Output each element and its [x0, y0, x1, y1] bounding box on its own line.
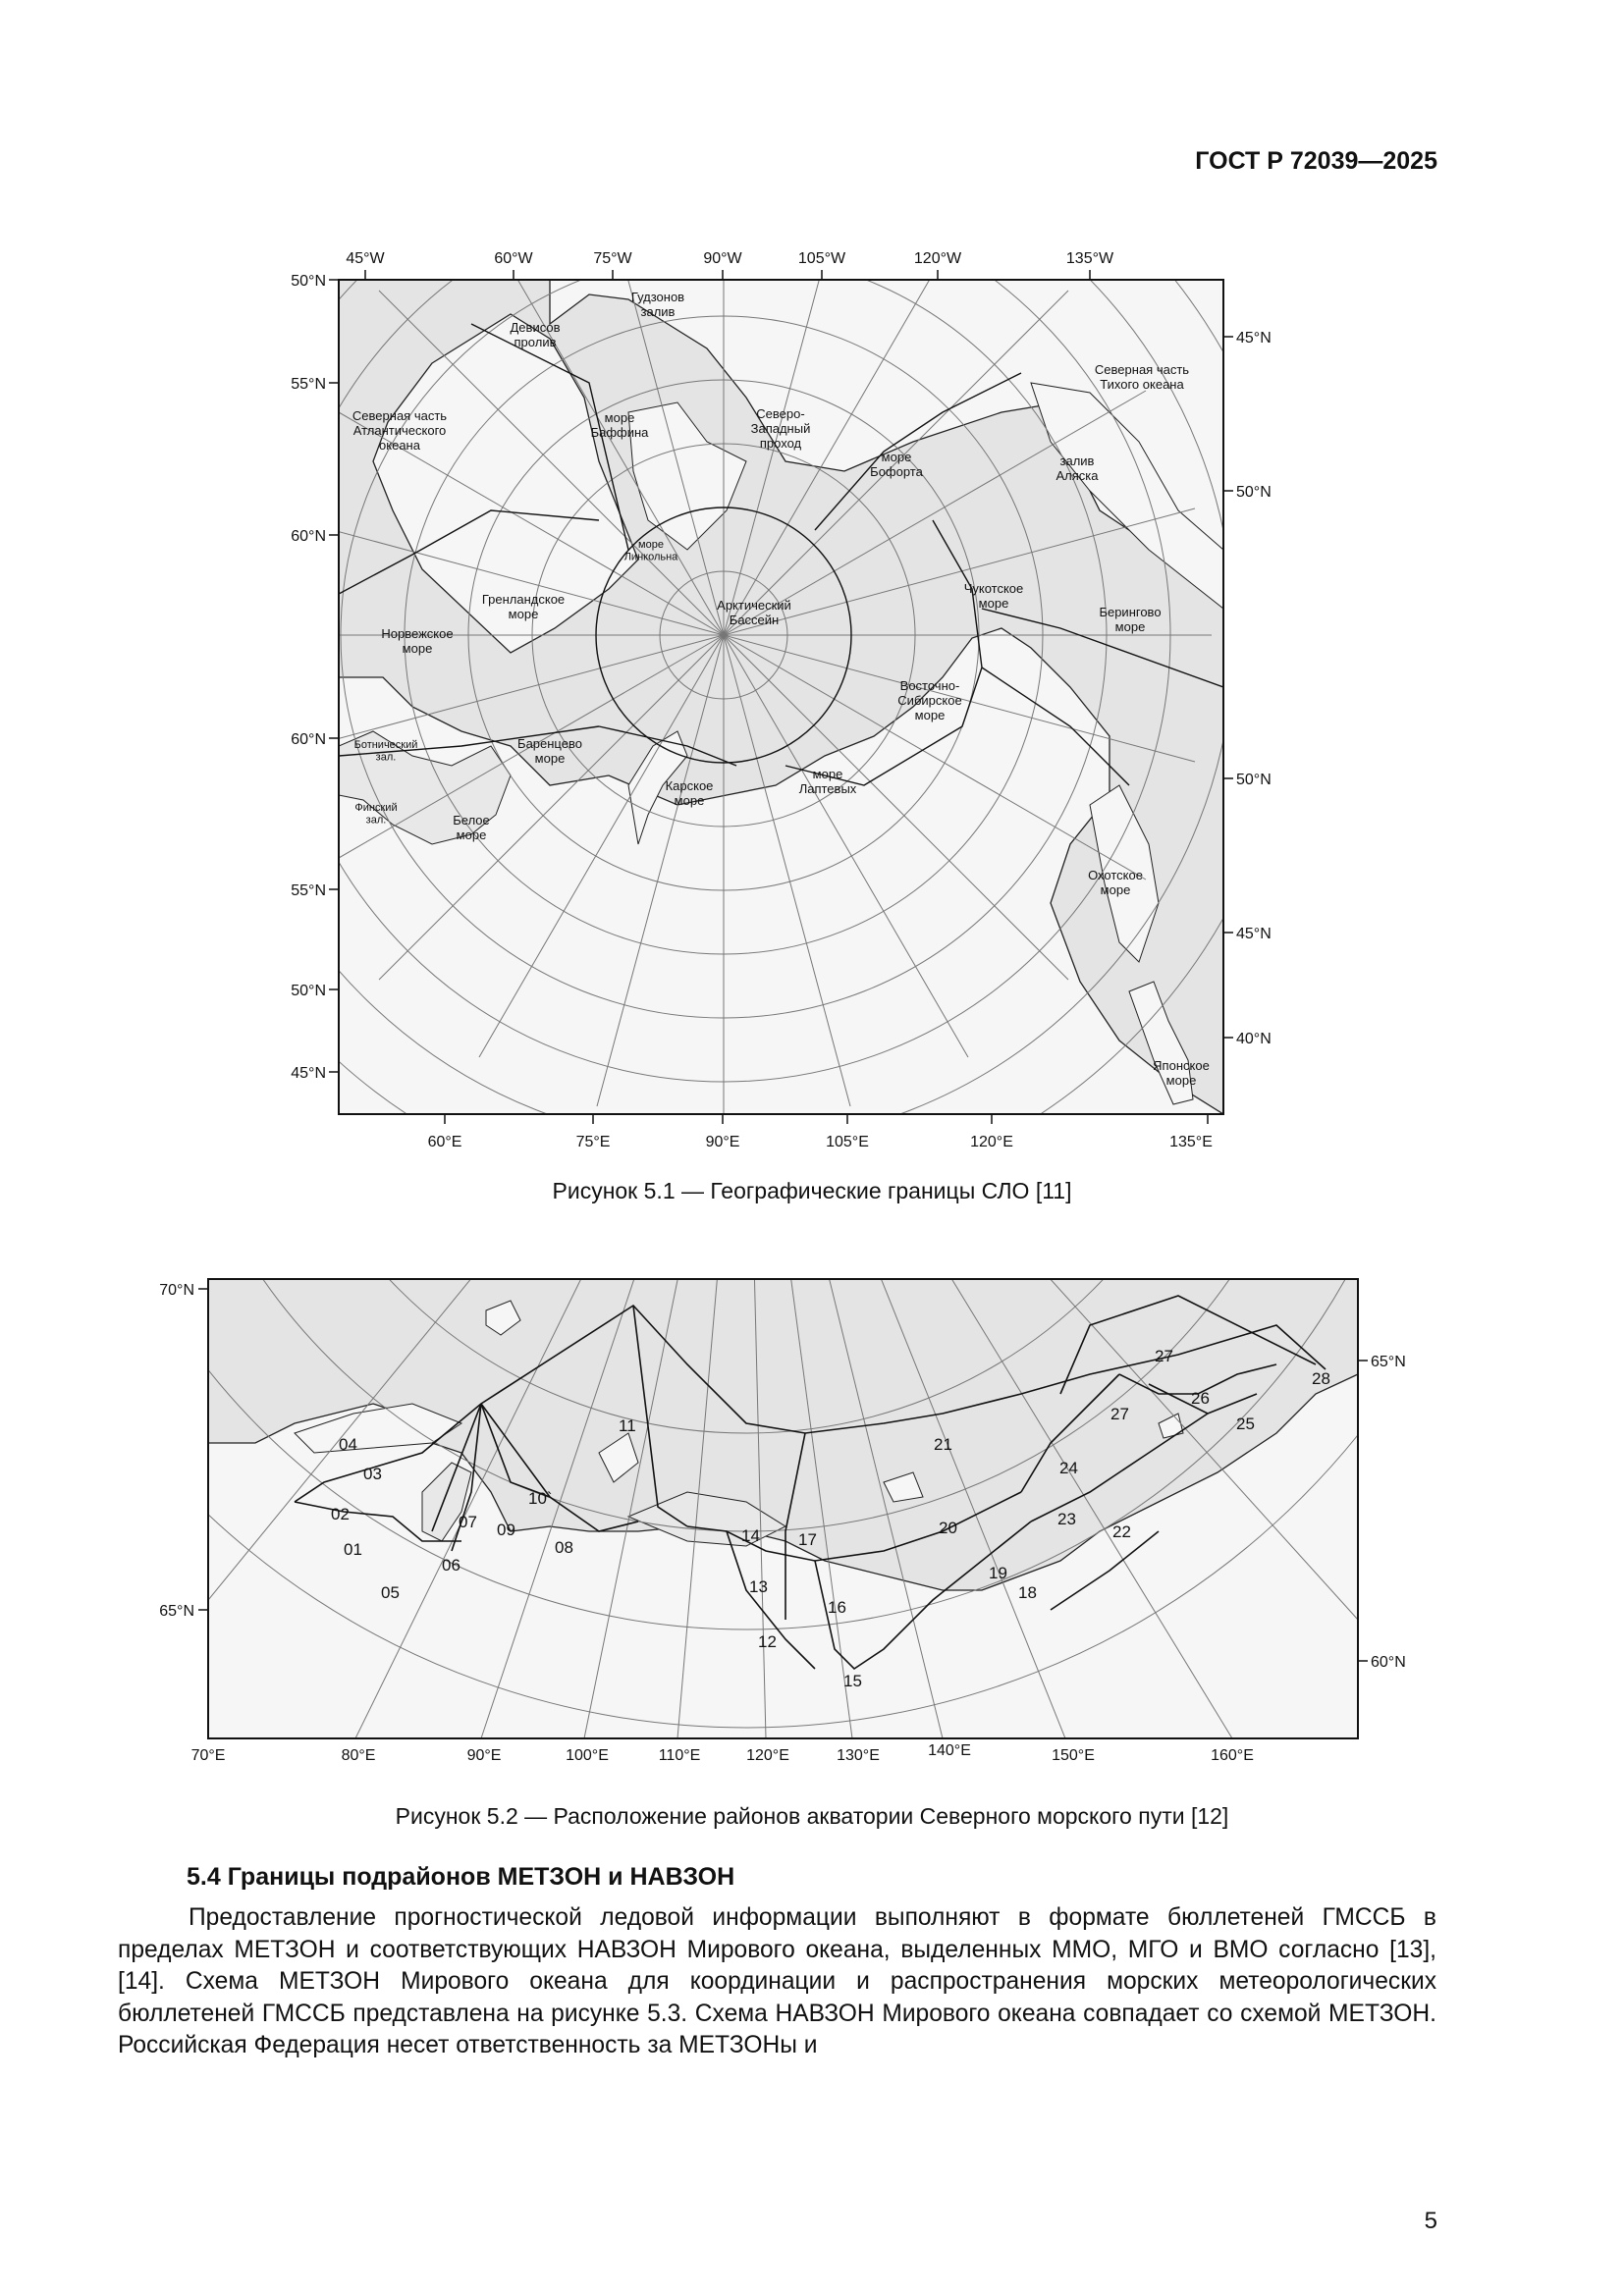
fig1-bottom-lon-label: 135°E: [1169, 1134, 1213, 1150]
region-label-greenland-sea: Гренландское море: [481, 592, 566, 621]
fig2-lon-label: 110°E: [658, 1747, 701, 1764]
fig1-left-lat-label: 60°N: [291, 731, 326, 748]
fig1-top-lon-label: 45°W: [346, 250, 385, 267]
fig1-left-lat-label: 55°N: [291, 376, 326, 393]
region-label-northwest-passage: Северо-Западный проход: [750, 406, 811, 451]
fig1-top-lon-label: 90°W: [703, 250, 742, 267]
region-label-barents-sea: Баренцево море: [517, 736, 582, 766]
section-title: 5.4 Границы подрайонов МЕТЗОН и НАВЗОН: [187, 1863, 735, 1891]
region-label-sea-of-japan: Японское море: [1153, 1058, 1210, 1088]
fig2-lon-label: 130°E: [837, 1747, 880, 1764]
fig1-right-lat-label: 45°N: [1236, 926, 1272, 942]
fig1-right-lat-label: 50°N: [1236, 484, 1272, 501]
region-label-north-pacific: Северная часть Тихого океана: [1094, 362, 1190, 392]
fig1-top-lon-label: 135°W: [1065, 250, 1114, 267]
zone-label: 24: [1059, 1459, 1078, 1477]
figure1-caption: Рисунок 5.1 — Географические границы СЛО [11]: [552, 1178, 1072, 1203]
region-label-gulf-of-bothnia: Ботнический зал.: [353, 739, 418, 764]
fig2-lon-label: 90°E: [466, 1747, 502, 1764]
document-header: ГОСТ Р 72039—2025: [1195, 147, 1437, 175]
region-label-kara-sea: Карское море: [665, 778, 714, 808]
fig2-right-lat-label: 65°N: [1371, 1354, 1406, 1370]
zone-label: 07: [459, 1513, 477, 1531]
fig1-right-lat-label: 45°N: [1236, 330, 1272, 347]
zone-label: 03: [363, 1465, 382, 1483]
region-label-davis-strait: Девисов пролив: [510, 320, 561, 349]
zone-label: 01: [344, 1540, 362, 1559]
region-label-laptev-sea: море Лаптевых: [798, 767, 857, 796]
zone-label: 13: [749, 1577, 768, 1596]
fig1-right-lat-label: 50°N: [1236, 772, 1272, 788]
zone-label: 20: [939, 1519, 957, 1537]
zone-label: 15: [843, 1672, 862, 1690]
zone-label: 28: [1312, 1369, 1330, 1388]
zone-label: 09: [497, 1521, 515, 1539]
fig2-lon-label: 100°E: [566, 1747, 609, 1764]
zone-label: 04: [339, 1435, 357, 1454]
zone-label: 06: [442, 1556, 460, 1575]
region-label-north-atlantic: Северная часть Атлантического океана: [352, 408, 448, 453]
fig2-left-lat-label: 70°N: [159, 1282, 194, 1299]
zone-label: 11: [619, 1416, 636, 1435]
fig1-left-lat-label: 45°N: [291, 1065, 326, 1082]
page-number: 5: [1424, 2208, 1437, 2234]
fig1-top-lon-label: 75°W: [593, 250, 632, 267]
zone-label: 14: [741, 1526, 760, 1545]
region-label-white-sea: Белое море: [453, 813, 490, 842]
zone-label: 18: [1018, 1583, 1037, 1602]
region-label-chukchi-sea: Чукотское море: [963, 581, 1024, 611]
zone-label: 25: [1236, 1415, 1255, 1433]
zone-label: 26: [1191, 1389, 1210, 1408]
section-paragraph: Предоставление прогностической ледовой информации выполняют в формате бюллетеней ГМССБ в пределах МЕТЗОН и соответствующих НАВЗОН Мирового океана, выделенных ММО, МГО и ВМО согласно [13], [14]. Схема МЕТЗОН Мирового океана для координации и распространения морских метеорологических бюллетеней ГМССБ представлена на рисунке 5.3. Схема НАВЗОН Мирового океана совпадает со схемой МЕТЗОН. Российская Федерация несет ответственность за МЕТЗОНы и: [118, 1904, 1436, 2058]
zone-label: 27: [1110, 1405, 1129, 1423]
fig1-left-lat-label: 55°N: [291, 882, 326, 899]
zone-label: 27: [1155, 1347, 1173, 1365]
region-label-arctic-basin: Арктический Бассейн: [717, 598, 791, 627]
fig1-left-lat-label: 60°N: [291, 528, 326, 545]
fig1-top-lon-label: 120°W: [913, 250, 962, 267]
fig1-bottom-lon-label: 120°E: [970, 1134, 1013, 1150]
fig2-lon-label: 150°E: [1052, 1747, 1095, 1764]
fig1-left-lat-label: 50°N: [291, 983, 326, 999]
zone-label: 19: [989, 1564, 1007, 1582]
fig2-lon-label: 120°E: [746, 1747, 789, 1764]
region-label-lincoln-sea: море Линкольна: [623, 539, 678, 563]
figure2-caption: Рисунок 5.2 — Расположение районов акватории Северного морского пути [12]: [395, 1803, 1229, 1829]
fig1-left-lat-label: 50°N: [291, 273, 326, 290]
fig2-left-lat-label: 65°N: [159, 1603, 194, 1620]
fig2-lon-label: 140°E: [928, 1742, 971, 1759]
fig2-lon-label: 160°E: [1211, 1747, 1254, 1764]
region-label-bering-sea: Берингово море: [1099, 605, 1162, 634]
fig1-top-lon-label: 60°W: [494, 250, 533, 267]
fig2-lon-label: 80°E: [341, 1747, 376, 1764]
zone-label: 08: [555, 1538, 573, 1557]
region-label-baffin-sea: море Баффина: [590, 410, 649, 440]
region-label-norwegian-sea: Норвежское море: [381, 626, 454, 656]
figure1-polar-map: [149, 61, 1298, 1209]
region-label-gulf-of-alaska: залив Аляска: [1056, 454, 1099, 483]
zone-label: 16: [828, 1598, 846, 1617]
fig1-right-lat-label: 40°N: [1236, 1031, 1272, 1047]
zone-label: 02: [331, 1505, 350, 1523]
fig1-bottom-lon-label: 60°E: [427, 1134, 462, 1150]
zone-label: 12: [758, 1632, 777, 1651]
zone-label: 23: [1057, 1510, 1076, 1528]
fig1-bottom-lon-label: 90°E: [705, 1134, 740, 1150]
zone-label: 05: [381, 1583, 400, 1602]
zone-label: 22: [1112, 1522, 1131, 1541]
zone-label: 21: [934, 1435, 952, 1454]
fig1-top-lon-label: 105°W: [797, 250, 846, 267]
region-label-okhotsk-sea: Охотское море: [1088, 868, 1143, 897]
fig1-bottom-lon-label: 75°E: [575, 1134, 611, 1150]
fig1-bottom-lon-label: 105°E: [826, 1134, 869, 1150]
zone-label: 10`: [528, 1489, 553, 1508]
region-label-hudson-bay: Гудзонов залив: [630, 290, 685, 319]
region-label-east-siberian-sea: Восточно-Сибирское море: [897, 678, 962, 722]
fig2-lon-label: 70°E: [190, 1747, 226, 1764]
zone-label: 17: [798, 1530, 817, 1549]
fig2-right-lat-label: 60°N: [1371, 1654, 1406, 1671]
region-label-beaufort-sea: море Бофорта: [870, 450, 923, 479]
region-label-gulf-of-finland: Финский зал.: [354, 802, 398, 827]
